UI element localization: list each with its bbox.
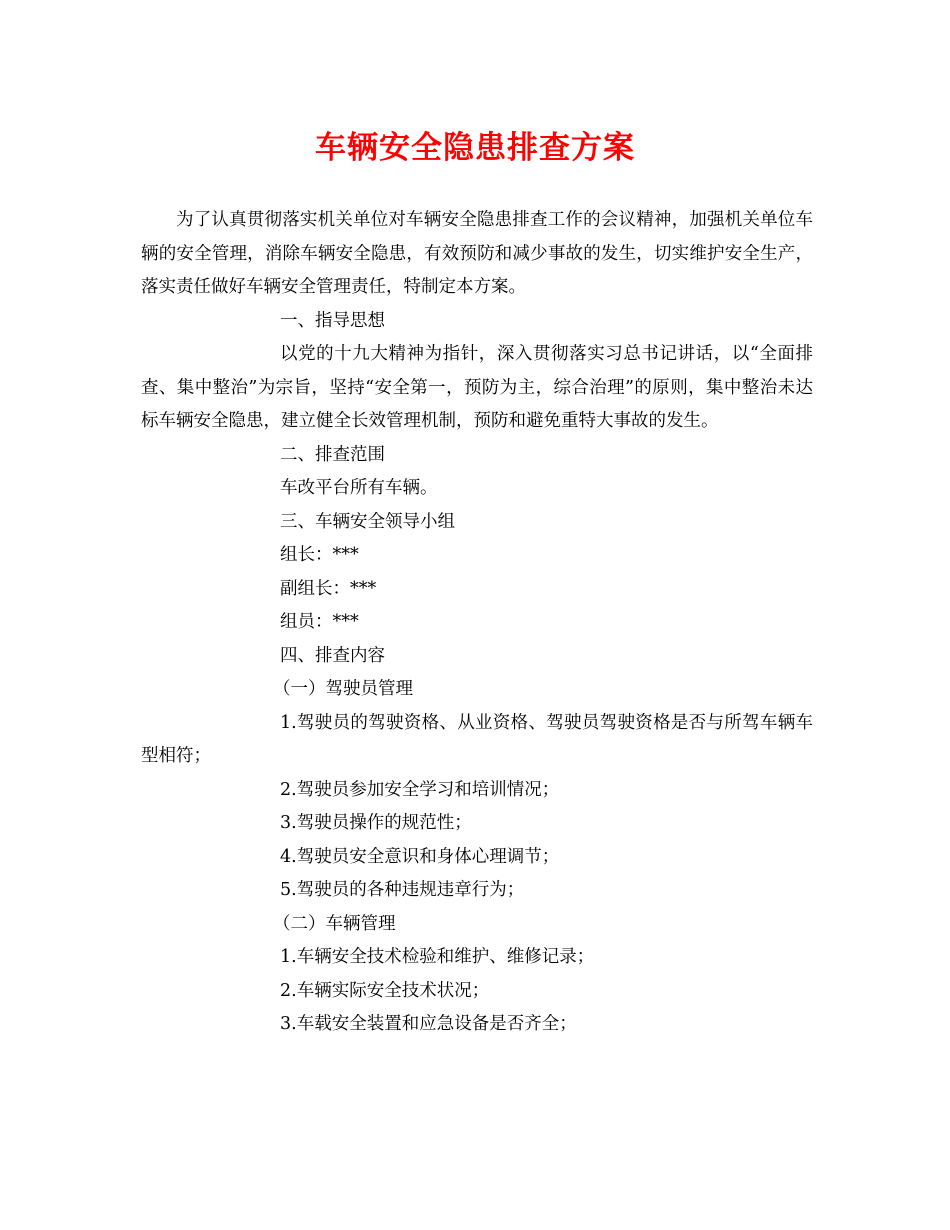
subsection-heading-vehicle-management: （二）车辆管理 (273, 913, 396, 934)
members-line: 组员：*** (280, 612, 359, 632)
driver-item-4: 4.驾驶员安全意识和身体心理调节； (280, 846, 560, 867)
leader-line: 组长：*** (280, 545, 359, 565)
intro-paragraph: 为了认真贯彻落实机关单位对车辆安全隐患排查工作的会议精神，加强机关单位车辆的安全管理，消除车辆安全隐患，有效预防和减少事故的发生，切实维护安全生产，落实责任做好车辆安全管理责任，特制定本方案。 (141, 210, 813, 297)
guiding-ideology-paragraph: 以党的十九大精神为指针，深入贯彻落实习总书记讲话，以“全面排查、集中整治”为宗旨，坚持“安全第一，预防为主，综合治理”的原则，集中整治未达标车辆安全隐患，建立健全长效管理机制，预防和避免重特大事故的发生。 (141, 344, 813, 431)
deputy-leader-line: 副组长：*** (280, 578, 377, 599)
section-heading-scope: 二、排查范围 (280, 444, 385, 465)
section-heading-guiding-ideology: 一、指导思想 (280, 310, 385, 331)
driver-item-2: 2.驾驶员参加安全学习和培训情况； (280, 779, 560, 800)
driver-item-1: 1.驾驶员的驾驶资格、从业资格、驾驶员驾驶资格是否与所驾车辆车型相符； (141, 712, 813, 766)
vehicle-item-3: 3.车载安全装置和应急设备是否齐全； (280, 1014, 577, 1034)
scope-paragraph: 车改平台所有车辆。 (280, 478, 438, 498)
section-heading-inspection-content: 四、排查内容 (280, 645, 385, 666)
vehicle-item-1: 1.车辆安全技术检验和维护、维修记录； (280, 947, 595, 967)
section-heading-leadership-group: 三、车辆安全领导小组 (280, 511, 455, 532)
driver-item-3: 3.驾驶员操作的规范性； (280, 813, 472, 833)
document-title: 车辆安全隐患排查方案 (315, 130, 635, 166)
subsection-heading-driver-management: （一）驾驶员管理 (273, 679, 413, 699)
document-body (141, 204, 813, 1042)
vehicle-item-2: 2.车辆实际安全技术状况； (280, 980, 490, 1001)
driver-item-5: 5.驾驶员的各种违规违章行为； (280, 880, 525, 900)
